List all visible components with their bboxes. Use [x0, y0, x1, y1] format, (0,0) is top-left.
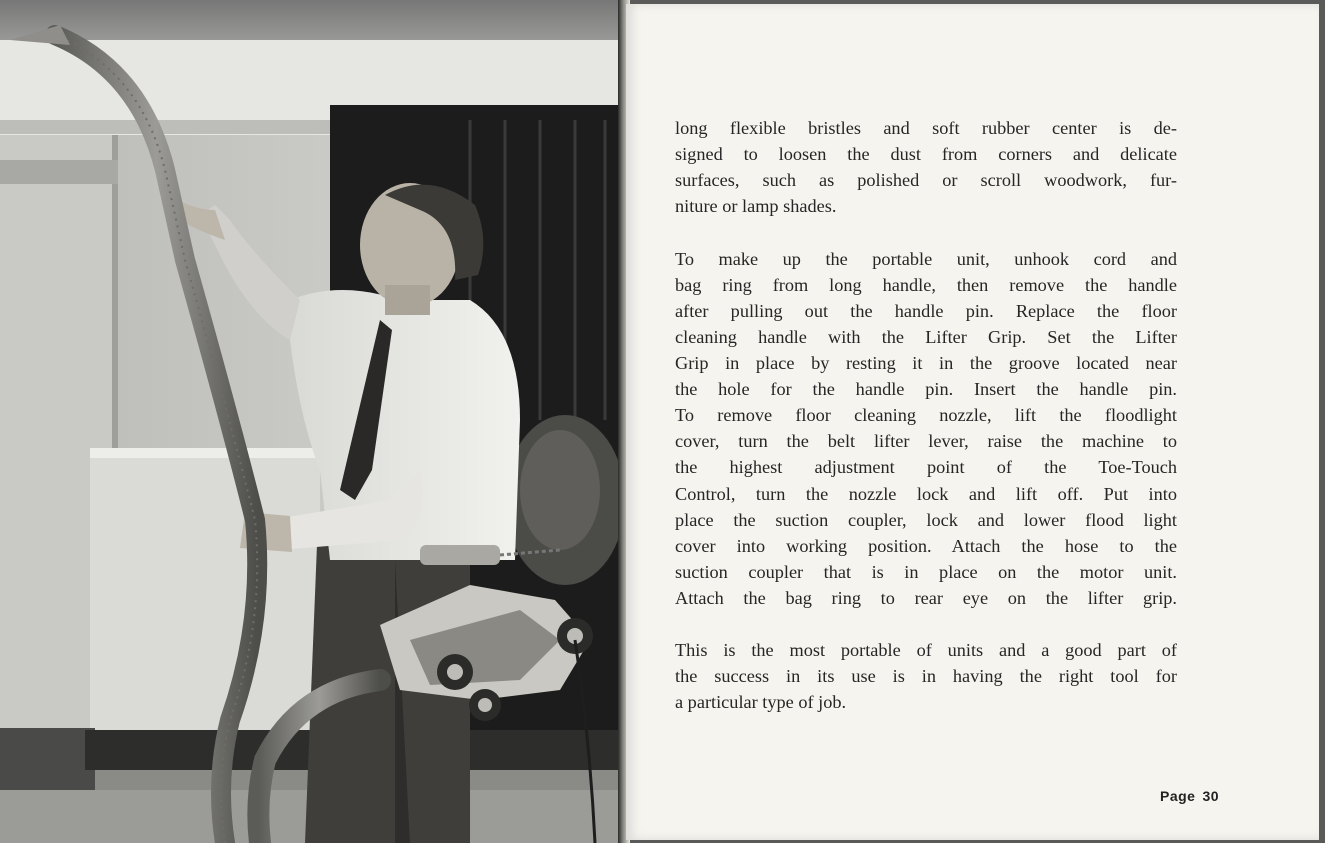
text-line: cover, turn the belt lifter lever, raise the machine to [675, 431, 1177, 452]
text-line: place the suction coupler, lock and lower flood light [675, 509, 1177, 530]
photograph [0, 0, 622, 843]
text-line: To remove floor cleaning nozzle, lift the floodlight [675, 405, 1177, 426]
text-line: Grip in place by resting it in the groove located near [675, 353, 1177, 374]
text-line: niture or lamp shades. [675, 196, 837, 217]
paragraph [675, 246, 1177, 611]
text-line: the highest adjustment point of the Toe-Touch [675, 457, 1177, 478]
paragraph [675, 115, 1177, 219]
text-page [626, 4, 1319, 840]
page-label: Page [1160, 788, 1196, 804]
text-line: the success in its use is in having the right tool for [675, 666, 1177, 687]
text-line: surfaces, such as polished or scroll woodwork, fur- [675, 170, 1177, 191]
text-line: Control, turn the nozzle lock and lift off. Put into [675, 483, 1177, 504]
paragraph [675, 637, 1177, 715]
text-line: signed to loosen the dust from corners and delicate [675, 144, 1177, 165]
page-number [1160, 788, 1219, 804]
text-line: long flexible bristles and soft rubber center is de- [675, 118, 1177, 138]
text-line: cleaning handle with the Lifter Grip. Set the Lifter [675, 326, 1177, 347]
photo-illustration [0, 0, 622, 843]
text-line: To make up the portable unit, unhook cord and [675, 248, 1177, 269]
body-text [675, 115, 1177, 742]
text-line: a particular type of job. [675, 692, 847, 713]
text-line: after pulling out the handle pin. Replace the floor [675, 300, 1177, 321]
text-line: suction coupler that is in place on the motor unit. [675, 561, 1177, 582]
text-line: Attach the bag ring to rear eye on the lifter grip. [675, 587, 1177, 608]
text-line: This is the most portable of units and a good part of [675, 640, 1177, 661]
page-number-value: 30 [1202, 788, 1220, 804]
text-line: the hole for the handle pin. Insert the handle pin. [675, 379, 1177, 400]
text-line: bag ring from long handle, then remove the handle [675, 274, 1177, 295]
text-line: cover into working position. Attach the hose to the [675, 535, 1177, 556]
